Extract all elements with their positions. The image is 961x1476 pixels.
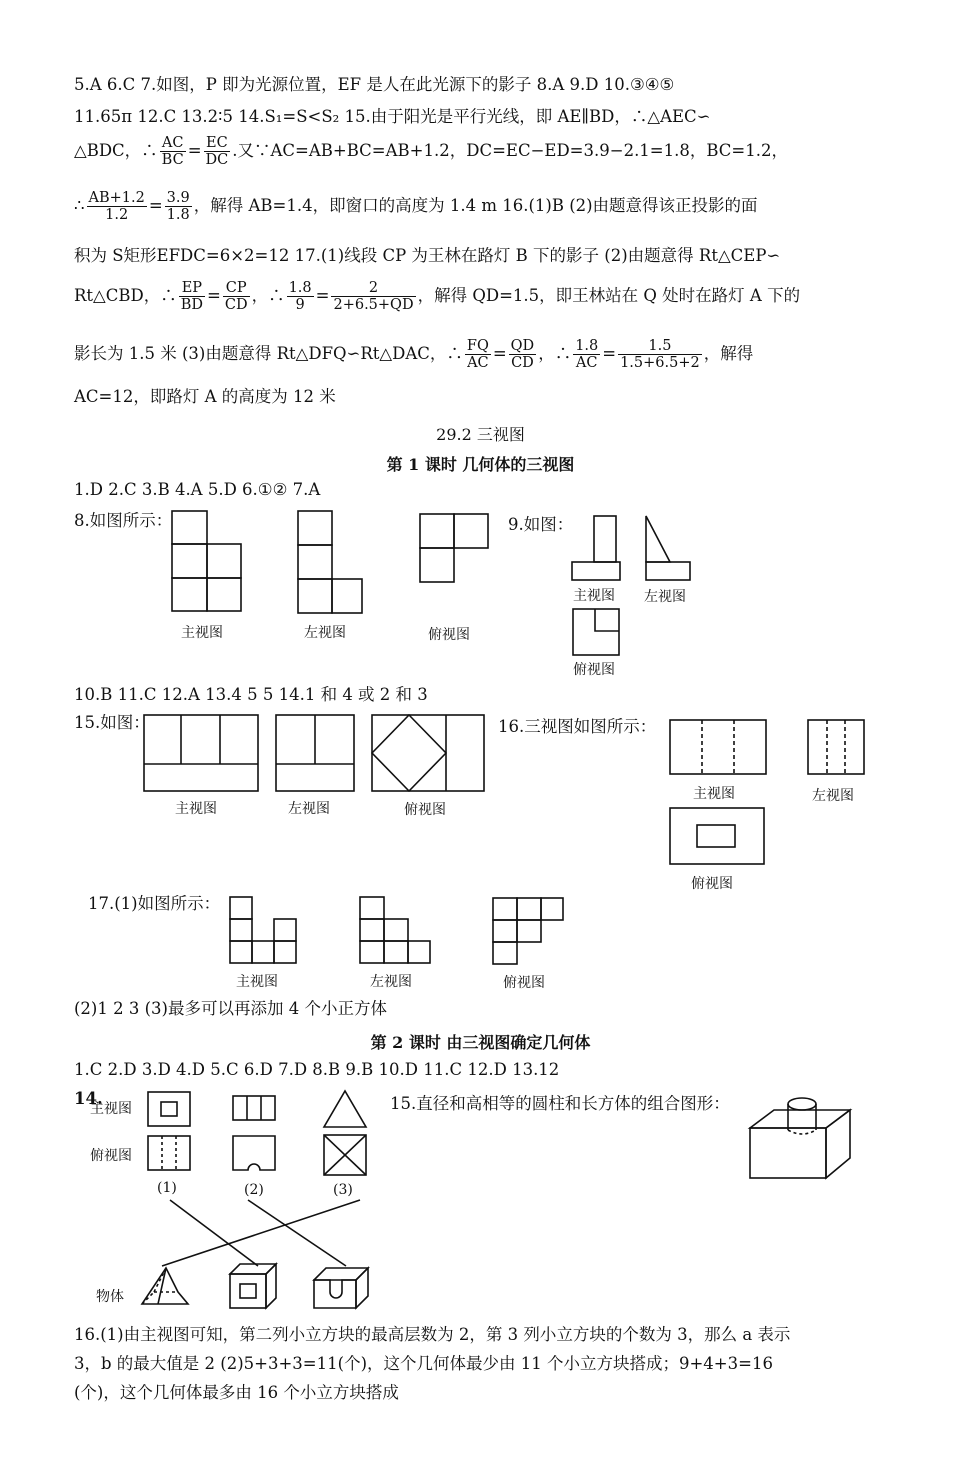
- q16-line-2: 3，b 的最大值是 2 (2)5+3+3=11(个)，这个几何体最少由 11 个小立方块搭成；9+4+3=16: [74, 1354, 773, 1373]
- front-view-label: 主视图: [236, 974, 278, 990]
- q14-label: 14.: [74, 1089, 103, 1108]
- fraction: $\frac{EP}{BD}$: [180, 280, 204, 313]
- q17-top-view: [491, 896, 571, 970]
- q16-line-1: 16.(1)由主视图可知，第二列小立方块的最高层数为 2，第 3 列小立方块的个数为 3，那么 a 表示: [74, 1325, 791, 1344]
- q9-top-view: [571, 607, 623, 659]
- fraction: $\frac{EC}{DC}$: [205, 135, 229, 168]
- figure-number-1: (1): [157, 1180, 177, 1196]
- fraction: $\frac{1.5}{1.5+6.5+2}$: [620, 338, 700, 371]
- left-view-label: 左视图: [288, 801, 330, 817]
- answer-line-5: 积为 S矩形EFDC=6×2=12 17.(1)线段 CP 为王林在路灯 B 下的影子 (2)由题意得 Rt△CEP∽: [74, 246, 781, 265]
- answer-line-3: △BDC，∴ $\frac{AC}{BC}$ = $\frac{EC}{DC}$ .又∵AC=AB+BC=AB+1.2，DC=EC−ED=3.9−2.1=1.8，BC=1.2，: [74, 135, 788, 168]
- q16-left-view: [806, 718, 866, 778]
- front-view-label: 主视图: [90, 1101, 132, 1117]
- top-view-label: 俯视图: [691, 876, 733, 892]
- q8-label: 8.如图所示：: [74, 511, 173, 530]
- q17-left-view: [358, 895, 438, 969]
- lesson1-answers-1-7: 1.D 2.C 3.B 4.A 5.D 6.①② 7.A: [74, 480, 321, 499]
- answer-line-4: ∴ $\frac{AB+1.2}{1.2}$ = $\frac{3.9}{1.8}$ ，解得 AB=1.4，即窗口的高度为 1.4 m 16.(1)B (2)由题意得该正投影的面: [74, 190, 758, 223]
- lesson1-answers-10-14: 10.B 11.C 12.A 13.4 5 5 14.1 和 4 或 2 和 3: [74, 685, 428, 704]
- q15-label: 15.如图：: [74, 713, 150, 732]
- front-view-label: 主视图: [693, 786, 735, 802]
- fraction: $\frac{2}{2+6.5+QD}$: [333, 280, 414, 313]
- front-view-label: 主视图: [573, 588, 615, 604]
- top-view-label: 俯视图: [573, 662, 615, 678]
- notched-block-object: [310, 1262, 374, 1312]
- q15-left-view: [274, 713, 358, 795]
- fraction: $\frac{1.8}{9}$: [288, 280, 312, 313]
- q15-text: 15.直径和高相等的圆柱和长方体的组合图形：: [390, 1094, 730, 1113]
- top-view-label: 俯视图: [428, 627, 470, 643]
- fraction: $\frac{CP}{CD}$: [224, 280, 248, 313]
- left-view-label: 左视图: [304, 625, 346, 641]
- q16-top-view: [668, 806, 770, 868]
- fraction: $\frac{AC}{BC}$: [161, 135, 184, 168]
- q16-label: 16.三视图如图所示：: [498, 717, 657, 736]
- q8-front-view: [170, 510, 250, 620]
- q14-figure-2: [231, 1094, 281, 1178]
- cube-with-hole-object: [226, 1262, 282, 1312]
- q17-front-view: [228, 895, 318, 969]
- q9-label: 9.如图：: [508, 515, 574, 534]
- top-view-label: 俯视图: [503, 975, 545, 991]
- answer-line-8: AC=12，即路灯 A 的高度为 12 米: [74, 387, 336, 406]
- answer-line-7: 影长为 1.5 米 (3)由题意得 Rt△DFQ∽Rt△DAC，∴ $\frac{FQ}{AC}$ = $\frac{QD}{CD}$ ，∴ $\frac{1.8}{AC}$ = $\frac{1.5}{1.5+6.5+2}$ ，解得: [74, 338, 754, 371]
- figure-number-2: (2): [244, 1182, 264, 1198]
- object-label: 物体: [96, 1289, 124, 1305]
- section-title: 29.2 三视图: [436, 425, 525, 444]
- pyramid-object: [140, 1266, 192, 1310]
- q16-front-view: [668, 718, 770, 778]
- q17-rest: (2)1 2 3 (3)最多可以再添加 4 个小正方体: [74, 999, 387, 1018]
- cylinder-box-object: [746, 1094, 858, 1184]
- left-view-label: 左视图: [370, 974, 412, 990]
- q14-matching-lines: [150, 1198, 380, 1268]
- lesson1-title: 第 1 课时 几何体的三视图: [386, 455, 575, 474]
- q17-label: 17.(1)如图所示：: [88, 894, 221, 913]
- top-view-label: 俯视图: [90, 1148, 132, 1164]
- q9-front-view: [570, 514, 622, 584]
- q8-left-view: [296, 510, 376, 620]
- front-view-label: 主视图: [175, 801, 217, 817]
- q9-left-view: [644, 514, 694, 584]
- front-view-label: 主视图: [181, 625, 223, 641]
- q15-front-view: [142, 713, 262, 795]
- q16-line-3: (个)，这个几何体最多由 16 个小立方块搭成: [74, 1383, 399, 1402]
- lesson2-title: 第 2 课时 由三视图确定几何体: [370, 1033, 591, 1052]
- fraction: $\frac{3.9}{1.8}$: [166, 190, 190, 223]
- fraction: $\frac{QD}{CD}$: [510, 338, 535, 371]
- lesson2-answers-1-13: 1.C 2.D 3.D 4.D 5.C 6.D 7.D 8.B 9.B 10.D 11.C 12.D 13.12: [74, 1060, 560, 1079]
- fraction: $\frac{1.8}{AC}$: [575, 338, 599, 371]
- q14-figure-1: [146, 1090, 196, 1182]
- fraction: $\frac{FQ}{AC}$: [466, 338, 489, 371]
- fraction: $\frac{AB+1.2}{1.2}$: [88, 190, 145, 223]
- answer-line-6: Rt△CBD，∴ $\frac{EP}{BD}$ = $\frac{CP}{CD}$ ，∴ $\frac{1.8}{9}$ = $\frac{2}{2+6.5+QD}$ ，解得 QD=1.5，即王林站在 Q 处时在路灯 A 下的: [74, 280, 801, 313]
- answer-line-2: 11.65π 12.C 13.2∶5 14.S₁=S<S₂ 15.由于阳光是平行光线，即 AE∥BD，∴△AEC∽: [74, 107, 711, 126]
- q15-top-view: [370, 713, 490, 795]
- q14-figure-3: [322, 1089, 372, 1181]
- q8-top-view: [418, 512, 498, 586]
- answer-line-1: 5.A 6.C 7.如图，P 即为光源位置，EF 是人在此光源下的影子 8.A 9.D 10.③④⑤: [74, 75, 675, 94]
- left-view-label: 左视图: [644, 589, 686, 605]
- left-view-label: 左视图: [812, 788, 854, 804]
- figure-number-3: (3): [333, 1182, 353, 1198]
- top-view-label: 俯视图: [404, 802, 446, 818]
